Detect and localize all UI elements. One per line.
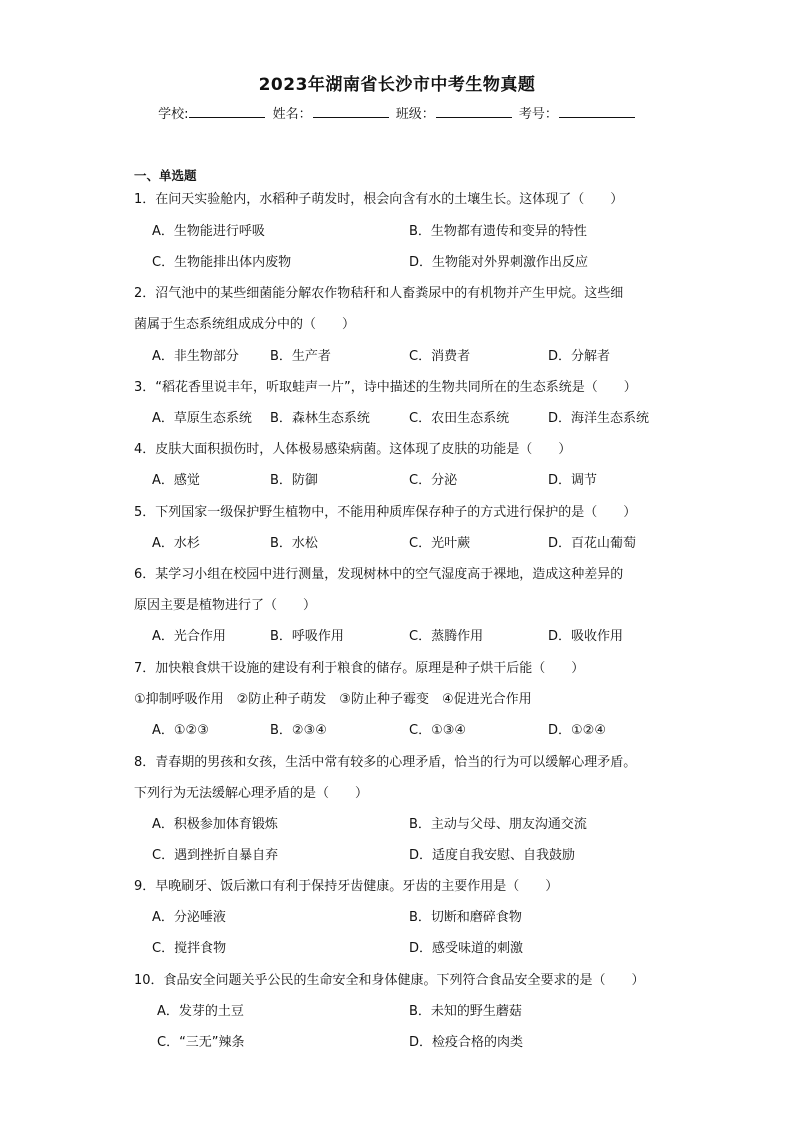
school-label: 学校: [158,107,189,122]
section-heading: 一、单选题 [134,168,197,183]
name-label: 姓名： [272,107,312,122]
question-6-option-c[interactable]: C．蒸腾作用 [409,629,484,644]
question-6-option-b[interactable]: B．呼吸作用 [270,629,344,644]
question-6-text-line-2: 原因主要是植物进行了（ ） [134,598,317,613]
name-blank[interactable] [313,105,389,118]
exam-no-label: 考号： [518,107,558,122]
question-9-option-b[interactable]: B．切断和磨碎食物 [409,910,522,925]
question-9-option-d[interactable]: D．感受味道的刺激 [409,941,524,956]
question-5-option-c[interactable]: C．光叶蕨 [409,536,471,551]
question-3-text: 3．“稻花香里说丰年，听取蛙声一片”，诗中描述的生物共同所在的生态系统是（ ） [134,380,637,395]
question-9-text: 9．早晚刷牙、饭后漱口有利于保持牙齿健康。牙齿的主要作用是（ ） [134,879,559,894]
question-1-option-d[interactable]: D．生物能对外界刺激作出反应 [409,255,589,270]
question-8-option-c[interactable]: C．遇到挫折自暴自弃 [152,848,279,863]
question-5-text: 5．下列国家一级保护野生植物中，不能用种质库保存种子的方式进行保护的是（ ） [134,505,637,520]
question-10-option-a[interactable]: A．发芽的土豆 [157,1004,244,1019]
question-5-option-d[interactable]: D．百花山葡萄 [548,536,637,551]
question-8-option-a[interactable]: A．积极参加体育锻炼 [152,817,278,832]
question-3-option-c[interactable]: C．农田生态系统 [409,411,510,426]
exam-no-blank[interactable] [559,105,635,118]
question-3-option-b[interactable]: B．森林生态系统 [270,411,370,426]
question-1-text: 1．在问天实验舱内，水稻种子萌发时，根会向含有水的土壤生长。这体现了（ ） [134,192,624,207]
question-4-option-d[interactable]: D．调节 [548,473,598,488]
question-6-option-d[interactable]: D．吸收作用 [548,629,624,644]
class-blank[interactable] [436,105,512,118]
school-blank[interactable] [189,105,265,118]
question-7-statements: ①抑制呼吸作用 ②防止种子萌发 ③防止种子霉变 ④促进光合作用 [134,692,532,707]
question-9-option-a[interactable]: A．分泌唾液 [152,910,226,925]
question-9-option-c[interactable]: C．搅拌食物 [152,941,227,956]
question-5-option-b[interactable]: B．水松 [270,536,318,551]
class-label: 班级： [395,107,435,122]
question-10-option-c[interactable]: C．“三无”辣条 [157,1035,245,1050]
question-6-text-line-1: 6．某学习小组在校园中进行测量，发现树林中的空气湿度高于裸地，造成这种差异的 [134,567,624,582]
question-1-option-a[interactable]: A．生物能进行呼吸 [152,224,265,239]
question-7-option-c[interactable]: C．①③④ [409,723,467,738]
question-3-option-a[interactable]: A．草原生态系统 [152,411,252,426]
question-2-option-c[interactable]: C．消费者 [409,349,471,364]
question-6-option-a[interactable]: A．光合作用 [152,629,226,644]
question-7-option-a[interactable]: A．①②③ [152,723,209,738]
question-7-option-b[interactable]: B．②③④ [270,723,327,738]
question-2-option-d[interactable]: D．分解者 [548,349,611,364]
question-1-option-c[interactable]: C．生物能排出体内废物 [152,255,292,270]
question-5-option-a[interactable]: A．水杉 [152,536,200,551]
question-8-option-d[interactable]: D．适度自我安慰、自我鼓励 [409,848,576,863]
question-8-text-line-2: 下列行为无法缓解心理矛盾的是（ ） [134,786,369,801]
question-7-option-d[interactable]: D．①②④ [548,723,606,738]
question-1-option-b[interactable]: B．生物都有遗传和变异的特性 [409,224,587,239]
question-4-option-a[interactable]: A．感觉 [152,473,200,488]
question-10-option-d[interactable]: D．检疫合格的肉类 [409,1035,524,1050]
question-10-option-b[interactable]: B．未知的野生蘑菇 [409,1004,522,1019]
question-7-text: 7．加快粮食烘干设施的建设有利于粮食的储存。原理是种子烘干后能（ ） [134,661,585,676]
question-8-option-b[interactable]: B．主动与父母、朋友沟通交流 [409,817,587,832]
page-title: 2023年湖南省长沙市中考生物真题 [258,75,536,95]
question-2-option-a[interactable]: A．非生物部分 [152,349,239,364]
question-3-option-d[interactable]: D．海洋生态系统 [548,411,650,426]
student-info-line [0,103,794,122]
question-8-text-line-1: 8．青春期的男孩和女孩，生活中常有较多的心理矛盾，恰当的行为可以缓解心理矛盾。 [134,755,637,770]
question-10-text: 10．食品安全问题关乎公民的生命安全和身体健康。下列符合食品安全要求的是（ ） [134,973,645,988]
question-4-option-b[interactable]: B．防御 [270,473,318,488]
question-2-text-line-2: 菌属于生态系统组成成分中的（ ） [134,317,356,332]
question-4-text: 4．皮肤大面积损伤时，人体极易感染病菌。这体现了皮肤的功能是（ ） [134,442,572,457]
question-2-option-b[interactable]: B．生产者 [270,349,331,364]
question-2-text-line-1: 2．沼气池中的某些细菌能分解农作物秸秆和人畜粪尿中的有机物并产生甲烷。这些细 [134,286,624,301]
question-4-option-c[interactable]: C．分泌 [409,473,458,488]
